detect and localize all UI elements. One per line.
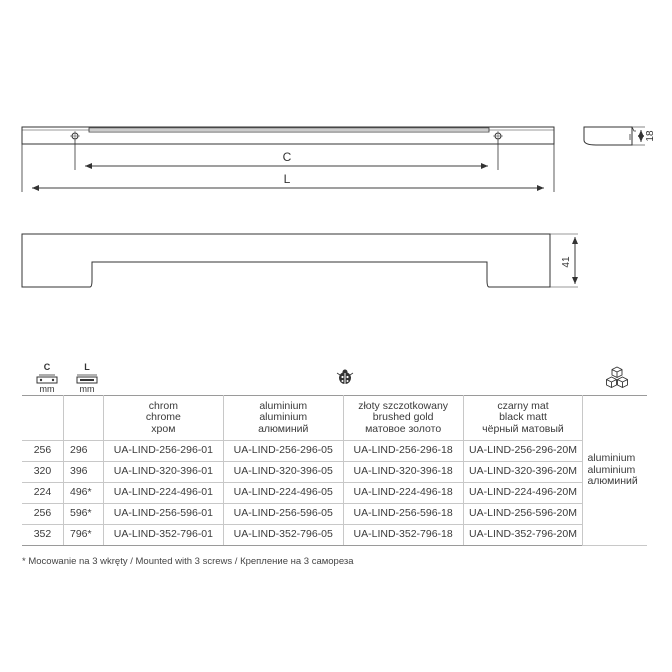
cell-code: UA-LIND-224-496-20M	[463, 483, 583, 504]
cell-code: UA-LIND-224-496-05	[223, 483, 343, 504]
table-row	[22, 462, 647, 483]
cell-code: UA-LIND-256-296-05	[223, 441, 343, 462]
header-finish-brushed-gold: złoty szczotkowany brushed gold матовое золото	[343, 396, 463, 441]
dimension-depth-label: 41	[561, 256, 572, 268]
cell-c: 224	[22, 483, 63, 504]
cell-code: UA-LIND-256-596-20M	[463, 504, 583, 525]
cell-code: UA-LIND-256-296-20M	[463, 441, 583, 462]
handle-profile-view	[584, 127, 645, 145]
handle-top-view	[22, 127, 554, 144]
cell-code: UA-LIND-352-796-20M	[463, 525, 583, 546]
cell-code: UA-LIND-224-496-01	[103, 483, 223, 504]
cell-code: UA-LIND-320-396-18	[343, 462, 463, 483]
cell-code: UA-LIND-256-596-05	[223, 504, 343, 525]
cell-code: UA-LIND-320-396-20M	[463, 462, 583, 483]
dimension-c-label: C	[282, 150, 292, 164]
cell-c: 256	[22, 441, 63, 462]
cell-code: UA-LIND-224-496-18	[343, 483, 463, 504]
table-row	[22, 525, 647, 546]
table-row	[22, 441, 647, 462]
product-code-table	[22, 395, 647, 546]
cell-code: UA-LIND-256-296-18	[343, 441, 463, 462]
cell-code: UA-LIND-256-596-18	[343, 504, 463, 525]
header-finish-aluminium: aluminium aluminium алюминий	[223, 396, 343, 441]
cell-code: UA-LIND-352-796-18	[343, 525, 463, 546]
l-label: L	[84, 362, 90, 372]
table-row	[22, 483, 647, 504]
cell-code: UA-LIND-256-596-01	[103, 504, 223, 525]
cell-c: 352	[22, 525, 63, 546]
material-cell: aluminium aluminium алюминий	[583, 396, 647, 546]
ladybug-icon	[336, 368, 354, 386]
cell-l: 596*	[63, 504, 103, 525]
cell-code: UA-LIND-256-296-01	[103, 441, 223, 462]
header-l-cell	[63, 396, 103, 441]
c-unit: mm	[39, 384, 55, 394]
cell-code: UA-LIND-352-796-01	[103, 525, 223, 546]
dimension-height-label: 18	[645, 130, 656, 142]
cell-l: 296	[63, 441, 103, 462]
dimension-l-label: L	[283, 172, 291, 186]
handle-front-view	[22, 234, 578, 287]
cell-code: UA-LIND-320-396-05	[223, 462, 343, 483]
cell-l: 396	[63, 462, 103, 483]
column-c-header	[36, 362, 58, 394]
mounting-footnote: * Mocowanie na 3 wkręty / Mounted with 3 screws / Крепление на 3 самореза	[22, 556, 354, 567]
l-unit: mm	[79, 384, 95, 394]
cell-c: 256	[22, 504, 63, 525]
header-c-cell	[22, 396, 63, 441]
table-header-row	[22, 396, 647, 441]
header-finish-chrome: chrom chrome хром	[103, 396, 223, 441]
cell-c: 320	[22, 462, 63, 483]
column-l-header	[76, 362, 98, 394]
cell-code: UA-LIND-352-796-05	[223, 525, 343, 546]
table-row	[22, 504, 647, 525]
cell-code: UA-LIND-320-396-01	[103, 462, 223, 483]
cell-l: 496*	[63, 483, 103, 504]
cell-l: 796*	[63, 525, 103, 546]
header-finish-black-matt: czarny mat black matt чёрный матовый	[463, 396, 583, 441]
cubes-icon	[604, 366, 630, 390]
c-label: C	[43, 362, 51, 372]
